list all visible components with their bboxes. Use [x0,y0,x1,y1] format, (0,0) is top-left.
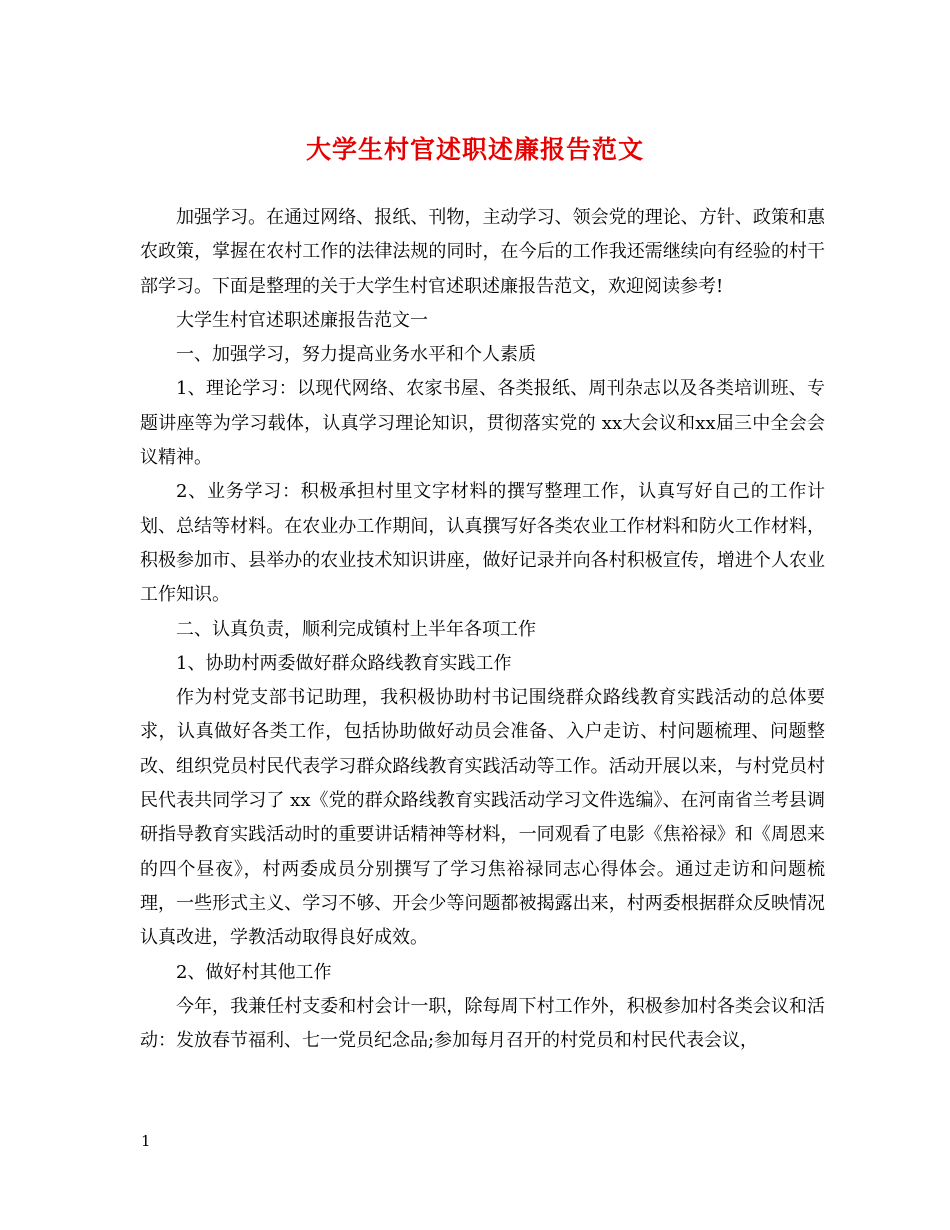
paragraph-theory-study: 1、理论学习：以现代网络、农家书屋、各类报纸、周刊杂志以及各类培训班、专题讲座等为学习载体，认真学习理论知识，贯彻落实党的 xx大会议和xx届三中全会会议精神。 [140,378,825,469]
paragraph-business-study: 2、业务学习：积极承担村里文字材料的撰写整理工作，认真写好自己的工作计划、总结等材料。在农业办工作期间，认真撰写好各类农业工作材料和防火工作材料，积极参加市、县举办的农业技术知识讲座，做好记录并向各村积极宣传，增进个人农业工作知识。 [140,481,825,606]
paragraph-intro: 加强学习。在通过网络、报纸、刊物，主动学习、领会党的理论、方针、政策和惠农政策，掌握在农村工作的法律法规的同时，在今后的工作我还需继续向有经验的村干部学习。下面是整理的关于大学生村官述职述廉报告范文，欢迎阅读参考! [140,207,825,297]
section-heading-2: 二、认真负责，顺利完成镇村上半年各项工作 [176,618,536,640]
paragraph-subtitle: 大学生村官述职述廉报告范文一 [176,309,428,331]
paragraph-other-work: 今年，我兼任村支委和村会计一职，除每周下村工作外，积极参加村各类会议和活动：发放春节福利、七一党员纪念品;参加每月召开的村党员和村民代表会议， [140,995,825,1052]
subsection-heading-1: 1、协助村两委做好群众路线教育实践工作 [176,652,512,674]
section-heading-1: 一、加强学习，努力提高业务水平和个人素质 [176,344,536,366]
subsection-heading-2: 2、做好村其他工作 [176,961,332,983]
page-number: 1 [141,1132,151,1150]
document-title: 大学生村官述职述廉报告范文 [305,135,644,164]
paragraph-mass-line: 作为村党支部书记助理，我积极协助村书记围绕群众路线教育实践活动的总体要求，认真做好各类工作，包括协助做好动员会准备、入户走访、村问题梳理、问题整改、组织党员村民代表学习群众路线教育实践活动等工作。活动开展以来，与村党员村民代表共同学习了 xx《党的群众路线教育实践活动学习文件选编》、在河南省兰考县调研指导教育实践活动时的重要讲话精神等材料，一同观看了电影《焦裕禄》和《周恩来的四个昼夜》，村两委成员分别撰写了学习焦裕禄同志心得体会。通过走访和问题梳理，一些形式主义、学习不够、开会少等问题都被揭露出来，村两委根据群众反映情况认真改进，学教活动取得良好成效。 [140,687,825,949]
document-body [140,201,825,1058]
